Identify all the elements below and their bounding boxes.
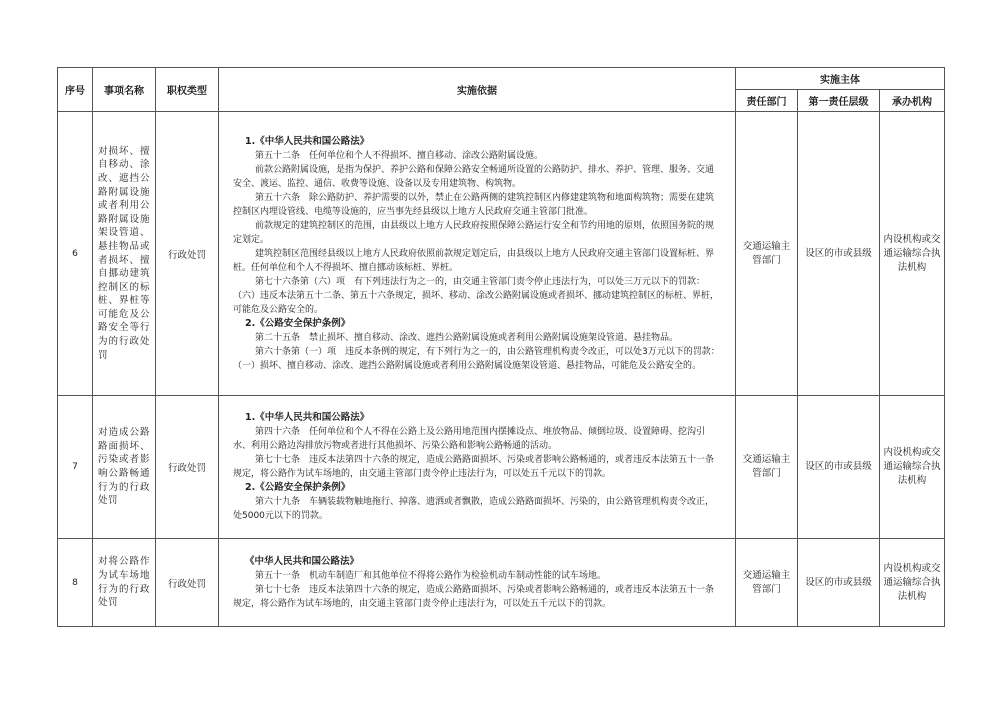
responsible-department: 交通运输主管部门 xyxy=(736,539,798,627)
responsible-department: 交通运输主管部门 xyxy=(736,396,798,539)
legal-basis xyxy=(219,112,736,396)
header-no: 序号 xyxy=(58,68,93,112)
law-title: 1.《中华人民共和国公路法》 xyxy=(245,412,370,423)
law-title: 2.《公路安全保护条例》 xyxy=(245,317,351,329)
handling-agency: 内设机构或交通运输综合执法机构 xyxy=(880,539,945,627)
table-row xyxy=(58,112,945,396)
header-level: 第一责任层级 xyxy=(798,90,880,112)
law-clause: 第七十六条第（六）项 有下列违法行为之一的，由交通主管部门责令停止违法行为，可以处三万元以下的罚款：（六）违反本法第五十二条、第五十六条规定，损坏、移动、涂改公路附属设施或者损坏、挪动建筑控制区的标桩、界桩，可能危及公路安全的。 xyxy=(233,276,720,315)
row-number: 7 xyxy=(58,396,93,539)
law-clause: 前款公路附属设施，是指为保护、养护公路和保障公路安全畅通所设置的公路防护、排水、养护、管理、服务、交通安全、渡运、监控、通信、收费等设施、设备以及专用建筑物、构筑物。 xyxy=(233,164,715,189)
row-number: 8 xyxy=(58,539,93,627)
item-name: 对将公路作为试车场地行为的行政处罚 xyxy=(93,539,156,627)
header-resp: 责任部门 xyxy=(736,90,798,112)
law-clause: 第六十条第（一）项 违反本条例的规定，有下列行为之一的，由公路管理机构责令改正，可以处3万元以下的罚款：（一）损坏、擅自移动、涂改、遮挡公路附属设施或者利用公路附属设施架设管道、悬挂物品，可能危及公路安全的。 xyxy=(233,346,720,371)
legal-basis xyxy=(219,539,736,627)
header-basis: 实施依据 xyxy=(219,68,736,112)
law-title: 《中华人民共和国公路法》 xyxy=(245,555,360,567)
law-clause: 前款规定的建筑控制区的范围，由县级以上地方人民政府按照保障公路运行安全和节约用地的原则，依照国务院的规定划定。 xyxy=(233,220,715,245)
law-clause: 第四十六条 任何单位和个人不得在公路上及公路用地范围内摆摊设点、堆放物品、倾倒垃圾、设置障碍、挖沟引水、利用公路边沟排放污物或者进行其他损坏、污染公路和影响公路畅通的活动。 xyxy=(233,427,706,451)
responsibility-level: 设区的市或县级 xyxy=(798,539,880,627)
handling-agency: 内设机构或交通运输综合执法机构 xyxy=(880,112,945,396)
document-table xyxy=(57,67,945,627)
law-clause: 第六十九条 车辆装载物触地拖行、掉落、遗洒或者飘散，造成公路路面损坏、污染的，由公路管理机构责令改正，处5000元以下的罚款。 xyxy=(233,497,715,521)
law-title: 1.《中华人民共和国公路法》 xyxy=(245,135,370,147)
law-clause: 第五十一条 机动车制造厂和其他单位不得将公路作为检验机动车制动性能的试车场地。 xyxy=(255,570,607,581)
item-name: 对损坏、擅自移动、涂改、遮挡公路附属设施或者利用公路附属设施架设管道、悬挂物品或者损坏、擅自挪动建筑控制区的标桩、界桩等可能危及公路安全等行为的行政处罚 xyxy=(93,112,156,396)
table-row xyxy=(58,539,945,627)
row-number: 6 xyxy=(58,112,93,396)
handling-agency: 内设机构或交通运输综合执法机构 xyxy=(880,396,945,539)
table-row xyxy=(58,396,945,539)
header-type: 职权类型 xyxy=(156,68,219,112)
item-name: 对造成公路路面损坏、污染或者影响公路畅通行为的行政处罚 xyxy=(93,396,156,539)
law-clause: 第二十五条 禁止损坏、擅自移动、涂改、遮挡公路附属设施或者利用公路附属设施架设管道、悬挂物品。 xyxy=(255,332,679,343)
law-clause: 第七十七条 违反本法第四十六条的规定，造成公路路面损坏、污染或者影响公路畅通的，或者违反本法第五十一条规定，将公路作为试车场地的，由交通主管部门责令停止违法行为，可以处五千元以下的罚款。 xyxy=(233,455,715,479)
power-type: 行政处罚 xyxy=(156,396,219,539)
responsible-department: 交通运输主管部门 xyxy=(736,112,798,396)
header-name: 事项名称 xyxy=(93,68,156,112)
law-title: 2.《公路安全保护条例》 xyxy=(245,482,351,493)
header-org: 承办机构 xyxy=(880,90,945,112)
law-clause: 第七十七条 违反本法第四十六条的规定，造成公路路面损坏、污染或者影响公路畅通的，或者违反本法第五十一条规定，将公路作为试车场地的，由交通主管部门责令停止违法行为，可以处五千元以下的罚款。 xyxy=(233,584,715,609)
power-type: 行政处罚 xyxy=(156,112,219,396)
legal-basis xyxy=(219,396,736,539)
header-subject: 实施主体 xyxy=(736,68,945,90)
responsibility-level: 设区的市或县级 xyxy=(798,112,880,396)
responsibility-level: 设区的市或县级 xyxy=(798,396,880,539)
law-clause: 建筑控制区范围经县级以上地方人民政府依照前款规定划定后，由县级以上地方人民政府交通主管部门设置标桩、界桩。任何单位和个人不得损坏、擅自挪动该标桩、界桩。 xyxy=(233,248,715,273)
law-clause: 第五十六条 除公路防护、养护需要的以外，禁止在公路两侧的建筑控制区内修建建筑物和地面构筑物；需要在建筑控制区内埋设管线、电缆等设施的，应当事先经县级以上地方人民政府交通主管部门批准。 xyxy=(233,192,715,217)
law-clause: 第五十二条 任何单位和个人不得损坏、擅自移动、涂改公路附属设施。 xyxy=(255,150,544,161)
power-type: 行政处罚 xyxy=(156,539,219,627)
